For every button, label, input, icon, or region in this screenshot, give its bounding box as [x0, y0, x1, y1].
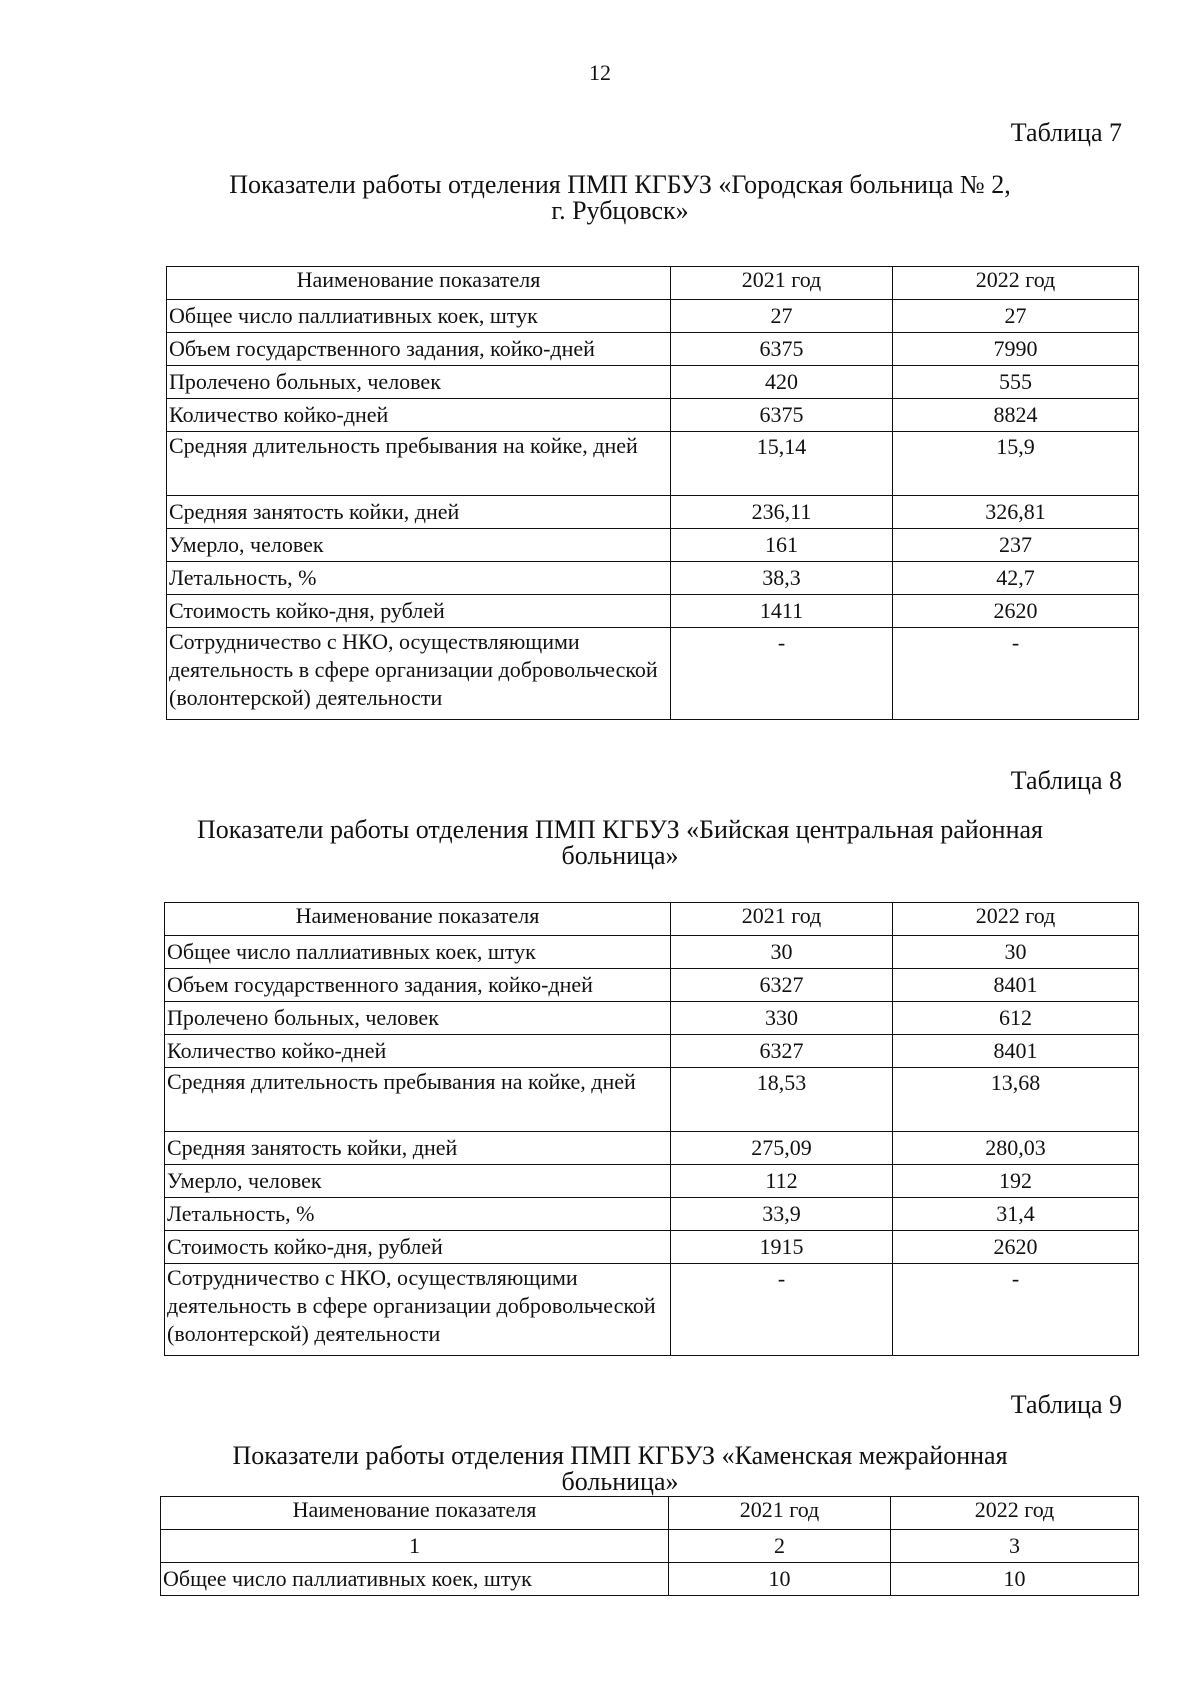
table-row	[167, 300, 1139, 333]
row-value-2022: 27	[893, 300, 1139, 333]
table-row	[165, 969, 1139, 1002]
table-row	[167, 529, 1139, 562]
row-name: Количество койко-дней	[167, 399, 671, 432]
table-8-title	[150, 817, 1090, 869]
row-name: Средняя занятость койки, дней	[165, 1132, 671, 1165]
table-8-header-2022: 2022 год	[893, 903, 1139, 936]
table-7-header-2021: 2021 год	[671, 267, 893, 300]
table-8-header-2021: 2021 год	[671, 903, 893, 936]
row-value-2021: 161	[671, 529, 893, 562]
table-row	[165, 1035, 1139, 1068]
table-row	[167, 595, 1139, 628]
row-name: Стоимость койко-дня, рублей	[165, 1231, 671, 1264]
table-row	[161, 1563, 1139, 1596]
row-name: Количество койко-дней	[165, 1035, 671, 1068]
row-name: Общее число паллиативных коек, штук	[167, 300, 671, 333]
row-value-2022: 30	[893, 936, 1139, 969]
row-value-2021: 10	[669, 1563, 891, 1596]
table-9-title	[150, 1443, 1090, 1495]
table-7-title-line-2: г. Рубцовск»	[551, 196, 689, 225]
table-row	[165, 1132, 1139, 1165]
column-number: 3	[891, 1530, 1139, 1563]
row-value-2021: -	[671, 628, 893, 720]
table-9-title-line-1: Показатели работы отделения ПМП КГБУЗ «Каменская межрайонная	[232, 1441, 1008, 1470]
table-7	[166, 266, 1139, 720]
table-8-header-row	[165, 903, 1139, 936]
table-row	[167, 399, 1139, 432]
row-value-2022: 10	[891, 1563, 1139, 1596]
row-name: Сотрудничество с НКО, осуществляющими деятельность в сфере организации добровольческой (волонтерской) деятельности	[165, 1264, 671, 1356]
table-9-column-numbers-row	[161, 1530, 1139, 1563]
row-value-2021: 112	[671, 1165, 893, 1198]
row-value-2021: 33,9	[671, 1198, 893, 1231]
table-7-title	[150, 172, 1090, 224]
row-value-2021: 1411	[671, 595, 893, 628]
table-9-header-name: Наименование показателя	[161, 1497, 669, 1530]
row-value-2021: -	[671, 1264, 893, 1356]
table-7-header-2022: 2022 год	[893, 267, 1139, 300]
row-value-2022: 13,68	[893, 1068, 1139, 1132]
row-value-2022: 8401	[893, 1035, 1139, 1068]
row-value-2021: 6327	[671, 969, 893, 1002]
table-9-label: Таблица 9	[1010, 1390, 1122, 1419]
table-row	[165, 1165, 1139, 1198]
row-value-2022: 326,81	[893, 496, 1139, 529]
row-value-2021: 420	[671, 366, 893, 399]
table-row	[167, 432, 1139, 496]
row-value-2022: 8401	[893, 969, 1139, 1002]
row-value-2022: 31,4	[893, 1198, 1139, 1231]
row-value-2021: 18,53	[671, 1068, 893, 1132]
row-value-2022: 42,7	[893, 562, 1139, 595]
row-name: Пролечено больных, человек	[167, 366, 671, 399]
table-row	[167, 333, 1139, 366]
table-row	[167, 496, 1139, 529]
row-name: Умерло, человек	[167, 529, 671, 562]
row-value-2022: 8824	[893, 399, 1139, 432]
table-row	[167, 562, 1139, 595]
row-value-2022: 237	[893, 529, 1139, 562]
row-name: Умерло, человек	[165, 1165, 671, 1198]
table-row	[165, 1198, 1139, 1231]
row-value-2022: 555	[893, 366, 1139, 399]
row-value-2022: 2620	[893, 595, 1139, 628]
row-value-2022: 15,9	[893, 432, 1139, 496]
table-9-title-line-2: больница»	[561, 1467, 679, 1496]
row-name: Летальность, %	[165, 1198, 671, 1231]
table-row	[165, 1002, 1139, 1035]
table-row	[165, 1231, 1139, 1264]
row-value-2022: 612	[893, 1002, 1139, 1035]
row-name: Стоимость койко-дня, рублей	[167, 595, 671, 628]
table-row	[165, 936, 1139, 969]
row-value-2021: 1915	[671, 1231, 893, 1264]
row-value-2021: 30	[671, 936, 893, 969]
row-name: Объем государственного задания, койко-дней	[167, 333, 671, 366]
table-9-header-2022: 2022 год	[891, 1497, 1139, 1530]
table-row	[167, 366, 1139, 399]
row-value-2021: 6375	[671, 333, 893, 366]
row-value-2021: 330	[671, 1002, 893, 1035]
row-value-2022: 2620	[893, 1231, 1139, 1264]
table-8-title-line-2: больница»	[561, 841, 679, 870]
table-7-label: Таблица 7	[1010, 118, 1122, 147]
row-name: Сотрудничество с НКО, осуществляющими деятельность в сфере организации добровольческой (волонтерской) деятельности	[167, 628, 671, 720]
row-value-2021: 6375	[671, 399, 893, 432]
column-number: 2	[669, 1530, 891, 1563]
table-8-title-line-1: Показатели работы отделения ПМП КГБУЗ «Бийская центральная районная	[196, 815, 1043, 844]
column-number: 1	[161, 1530, 669, 1563]
table-9-header-row	[161, 1497, 1139, 1530]
row-name: Объем государственного задания, койко-дней	[165, 969, 671, 1002]
table-row	[167, 628, 1139, 720]
table-row	[165, 1264, 1139, 1356]
row-value-2022: 280,03	[893, 1132, 1139, 1165]
row-name: Общее число паллиативных коек, штук	[165, 936, 671, 969]
table-8-label: Таблица 8	[1010, 766, 1122, 795]
row-name: Средняя занятость койки, дней	[167, 496, 671, 529]
page-number: 12	[589, 60, 611, 85]
table-9	[160, 1496, 1139, 1596]
row-value-2022: -	[893, 628, 1139, 720]
row-value-2021: 275,09	[671, 1132, 893, 1165]
row-value-2021: 15,14	[671, 432, 893, 496]
table-row	[165, 1068, 1139, 1132]
row-value-2021: 236,11	[671, 496, 893, 529]
table-9-header-2021: 2021 год	[669, 1497, 891, 1530]
row-value-2022: 7990	[893, 333, 1139, 366]
row-value-2022: 192	[893, 1165, 1139, 1198]
table-8	[164, 902, 1139, 1356]
table-7-header-name: Наименование показателя	[167, 267, 671, 300]
row-name: Пролечено больных, человек	[165, 1002, 671, 1035]
row-value-2022: -	[893, 1264, 1139, 1356]
row-name: Средняя длительность пребывания на койке, дней	[167, 432, 671, 496]
table-7-title-line-1: Показатели работы отделения ПМП КГБУЗ «Городская больница № 2,	[229, 170, 1011, 199]
table-8-header-name: Наименование показателя	[165, 903, 671, 936]
row-value-2021: 6327	[671, 1035, 893, 1068]
row-value-2021: 38,3	[671, 562, 893, 595]
row-name: Общее число паллиативных коек, штук	[161, 1563, 669, 1596]
row-name: Средняя длительность пребывания на койке, дней	[165, 1068, 671, 1132]
row-value-2021: 27	[671, 300, 893, 333]
row-name: Летальность, %	[167, 562, 671, 595]
table-7-header-row	[167, 267, 1139, 300]
